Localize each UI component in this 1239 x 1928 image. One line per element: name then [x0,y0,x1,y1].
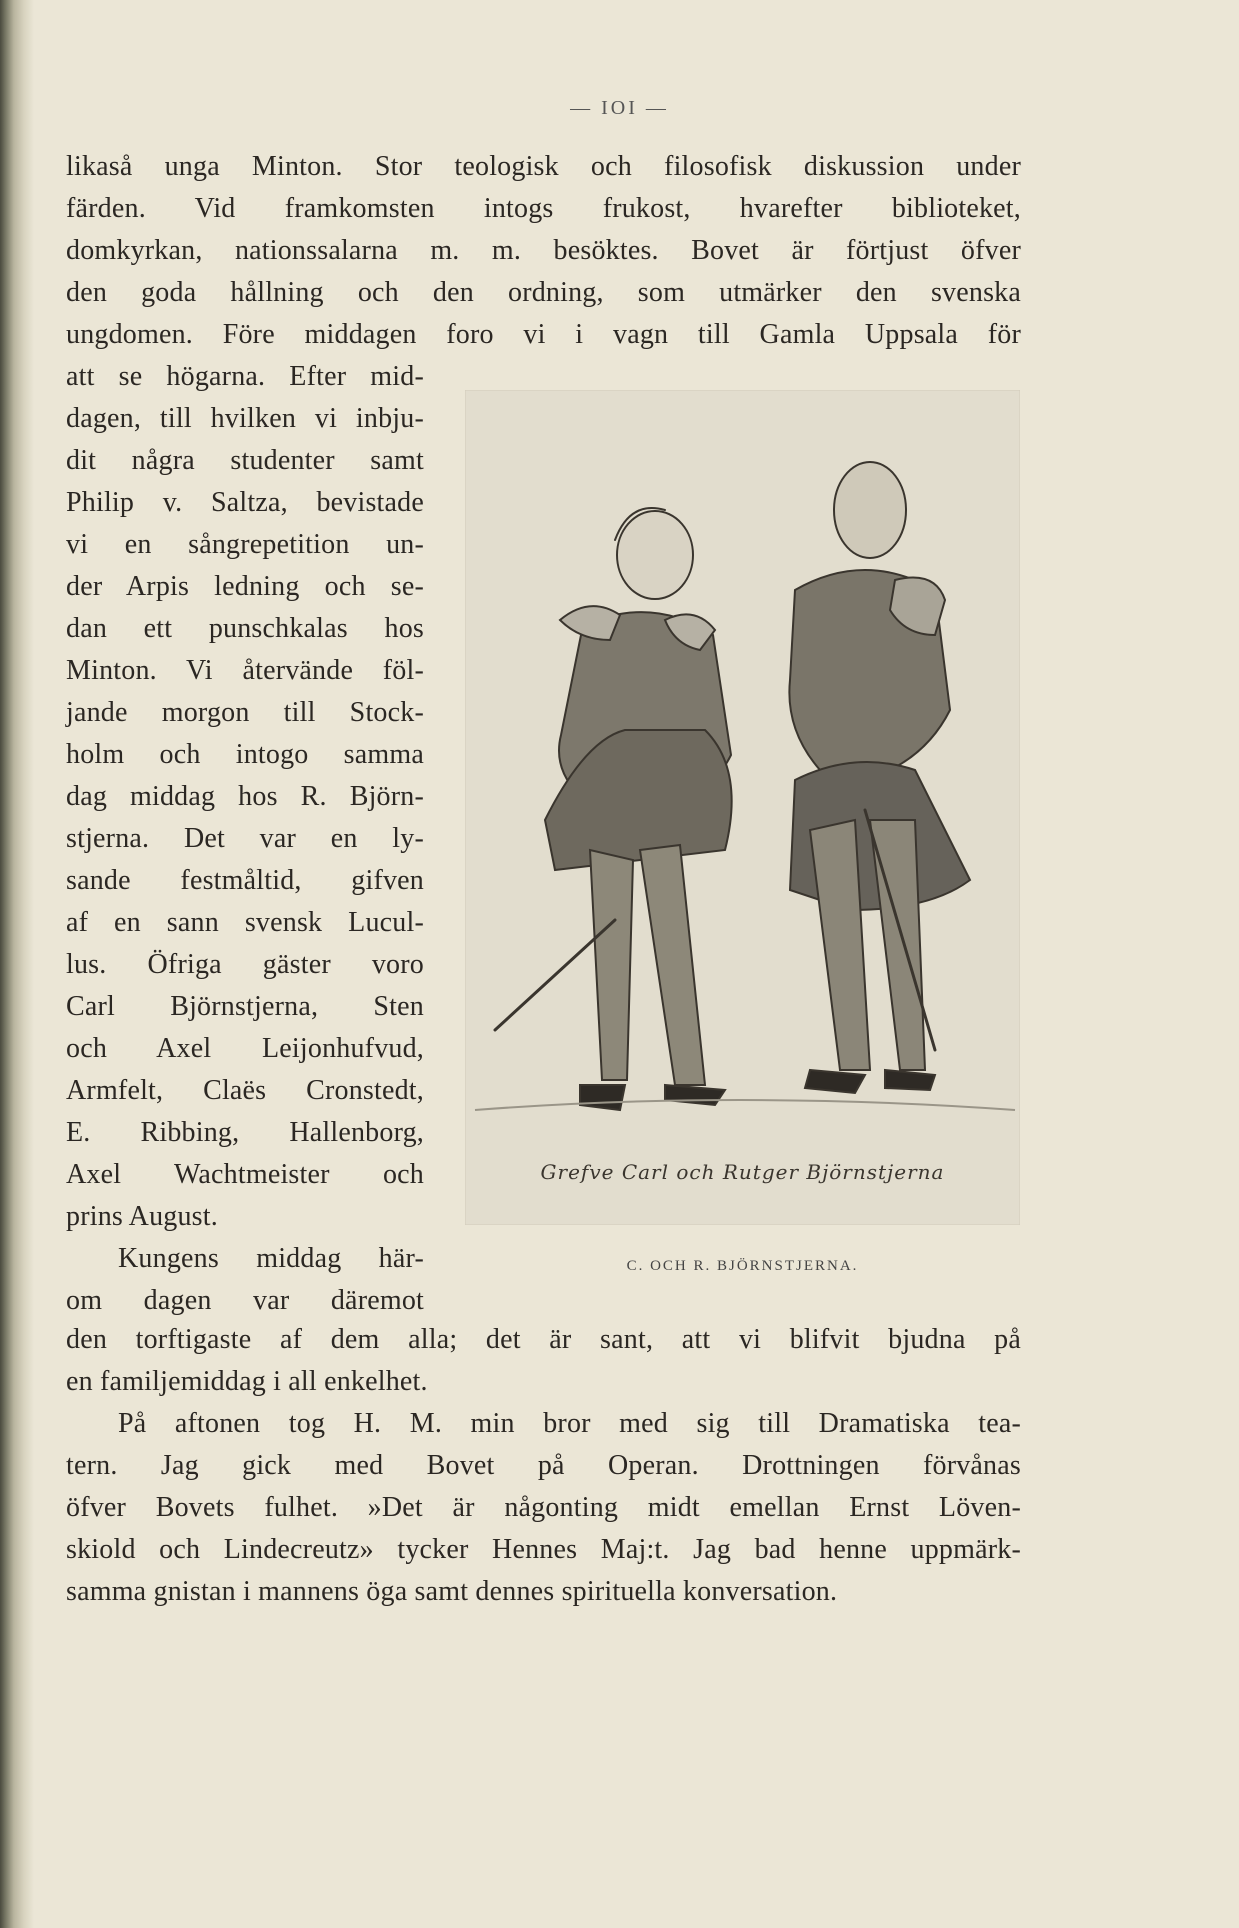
text-line: Carl Björnstjerna, Sten [66,991,424,1022]
text-line: prins August. [66,1201,218,1232]
text-line: Minton. Vi återvände föl- [66,655,424,686]
text-line: dit några studenter samt [66,445,424,476]
text-line: domkyrkan, nationssalarna m. m. besöktes. Bovet är förtjust öfver [66,235,1021,266]
right-officer-figure [789,462,970,1093]
text-line: dag middag hos R. Björn- [66,781,424,812]
text-line: en familjemiddag i all enkelhet. [66,1366,428,1397]
text-line: vi en sångrepetition un- [66,529,424,560]
sketch-two-officers [465,390,1020,1225]
text-line: färden. Vid framkomsten intogs frukost, hvarefter biblioteket, [66,193,1021,224]
text-line: att se högarna. Efter mid- [66,361,424,392]
text-line: den torftigaste af dem alla; det är sant, att vi blifvit bjudna på [66,1324,1021,1355]
text-line: stjerna. Det var en ly- [66,823,424,854]
text-line: Philip v. Saltza, bevistade [66,487,424,518]
text-line: Kungens middag här- [118,1243,424,1274]
text-line: jande morgon till Stock- [66,697,424,728]
text-line: om dagen var däremot [66,1285,424,1316]
page-number [0,97,1239,120]
text-line: tern. Jag gick med Bovet på Operan. Drottningen förvånas [66,1450,1021,1481]
dash-right: — [637,97,669,119]
dash-left: — [570,97,602,119]
text-line: holm och intogo samma [66,739,424,770]
text-line: och Axel Leijonhufvud, [66,1033,424,1064]
book-spine-shadow [0,0,34,1928]
illustration-plate [465,390,1020,1225]
text-line: skiold och Lindecreutz» tycker Hennes Maj:t. Jag bad henne uppmärk- [66,1534,1021,1565]
text-line: Armfelt, Claës Cronstedt, [66,1075,424,1106]
bottom-paragraphs [66,1319,1021,1613]
text-line: E. Ribbing, Hallenborg, [66,1117,424,1148]
left-officer-figure [495,508,732,1110]
handwritten-inscription: Grefve Carl och Rutger Björnstjerna [540,1160,945,1184]
text-line: der Arpis ledning och se- [66,571,424,602]
text-line: Axel Wachtmeister och [66,1159,424,1190]
side-column-text [66,356,424,1322]
text-line: lus. Öfriga gäster voro [66,949,424,980]
text-line: dan ett punschkalas hos [66,613,424,644]
text-line: dagen, till hvilken vi inbju- [66,403,424,434]
text-line: af en sann svensk Lucul- [66,907,424,938]
text-line: sande festmåltid, gifven [66,865,424,896]
figure-caption: C. OCH R. BJÖRNSTJERNA. [626,1258,859,1274]
text-line: På aftonen tog H. M. min bror med sig till Dramatiska tea- [118,1408,1021,1439]
text-line: den goda hållning och den ordning, som utmärker den svenska [66,277,1021,308]
text-line: ungdomen. Före middagen foro vi i vagn till Gamla Uppsala för [66,319,1021,350]
page-number-value: IOI [601,97,638,119]
top-paragraph [66,146,1021,356]
text-line: likaså unga Minton. Stor teologisk och filosofisk diskussion under [66,151,1021,182]
text-line: samma gnistan i mannens öga samt dennes spirituella konversation. [66,1576,838,1607]
ground-line [475,1100,1015,1110]
text-line: öfver Bovets fulhet. »Det är någonting midt emellan Ernst Löven- [66,1492,1021,1523]
